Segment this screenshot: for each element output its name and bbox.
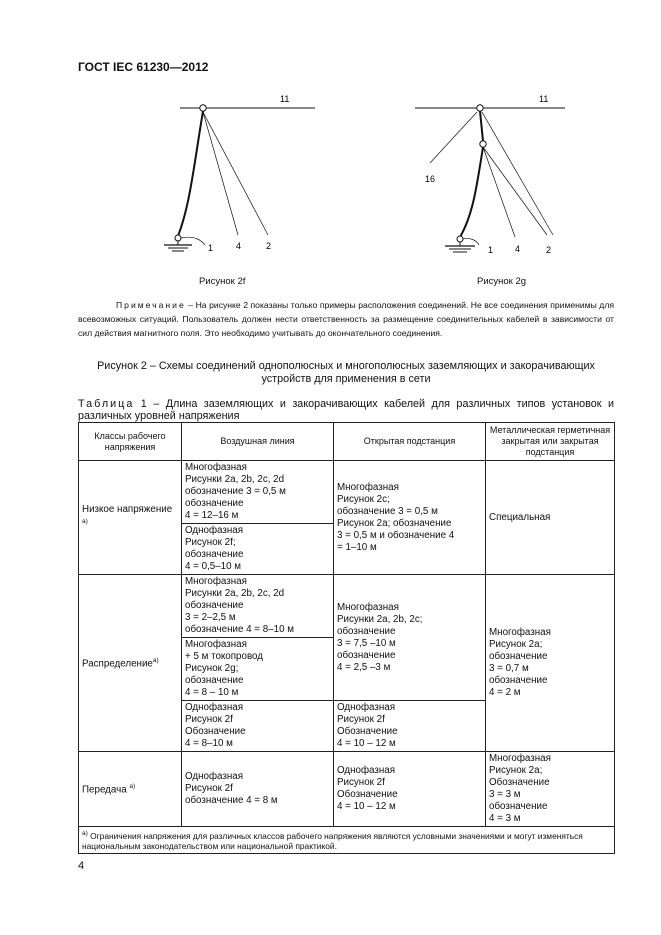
cell-dist-metal: Многофазная Рисунок 2a; обозначение 3 = 0,7 м обозначение 4 = 2 м	[486, 575, 615, 752]
table-footnote	[79, 827, 615, 854]
cell-low-air-2: Однофазная Рисунок 2f; обозначение 4 = 0,5–10 м	[182, 524, 334, 575]
table-caption-text: 1 – Длина заземляющих и закорачивающих кабелей для различных типов установок и различных уровней напряжения	[78, 398, 614, 422]
fig2f-label-2: 2	[266, 241, 272, 251]
fig2f-label-11: 11	[280, 94, 290, 104]
fig2g-label-4: 4	[515, 244, 521, 254]
row-class-low	[79, 461, 182, 575]
cell-dist-open-1: Многофазная Рисунки 2a, 2b, 2c; обозначение 3 = 7,5 –10 м обозначение 4 = 2,5 –3 м	[334, 575, 486, 701]
cell-low-metal: Специальная	[486, 461, 615, 575]
cell-trans-metal: Многофазная Рисунок 2a; Обозначение 3 = 3 м обозначение 4 = 3 м	[486, 752, 615, 827]
row-class-dist	[79, 575, 182, 752]
fig2g-label-16: 16	[425, 174, 436, 184]
class-label: Передача	[82, 784, 127, 796]
col-header-air: Воздушная линия	[182, 423, 334, 461]
class-label: Низкое напряжение	[82, 503, 173, 515]
footnote-ref: а)	[129, 783, 136, 791]
footnote-ref: а)	[82, 517, 88, 525]
voltage-table	[78, 422, 615, 854]
figure-note	[78, 298, 614, 341]
cell-dist-air-2: Многофазная + 5 м токопровод Рисунок 2g; обозначение 4 = 8 – 10 м	[182, 638, 334, 701]
footnote-mark: а)	[82, 830, 88, 837]
footnote-text: Ограничения напряжения для различных классов рабочего напряжения являются условными значениями и могут изменяться национальным законодательством или национальной практикой.	[82, 830, 583, 851]
cell-dist-air-3: Однофазная Рисунок 2f Обозначение 4 = 8–10 м	[182, 701, 334, 752]
figure-caption: Рисунок 2 – Схемы соединений однополюсных и многополюсных заземляющих и закорачивающих устройств для применения в сети	[97, 360, 595, 385]
cell-trans-air: Однофазная Рисунок 2f обозначение 4 = 8 м	[182, 752, 334, 827]
figure-2g	[415, 85, 595, 265]
cell-dist-open-2: Однофазная Рисунок 2f Обозначение 4 = 10 – 12 м	[334, 701, 486, 752]
cell-dist-air-1: Многофазная Рисунки 2a, 2b, 2c, 2d обозначение 3 = 2–2,5 м обозначение 4 = 8–10 м	[182, 575, 334, 638]
table-row	[79, 461, 615, 524]
fig2f-label-4: 4	[236, 241, 242, 251]
page-number: 4	[78, 860, 85, 872]
cell-low-air-1: Многофазная Рисунки 2a, 2b, 2c, 2d обозначение 3 = 0,5 м обозначение 4 = 12–16 м	[182, 461, 334, 524]
row-class-trans	[79, 752, 182, 827]
footnote-ref: а)	[152, 657, 159, 665]
class-label: Распределение	[82, 658, 153, 670]
note-label: Примечание	[116, 300, 186, 310]
fig2g-label-11: 11	[539, 94, 549, 104]
table-caption-label: Таблица	[78, 398, 135, 410]
table-row	[79, 752, 615, 827]
table-header-row	[79, 423, 615, 461]
cell-low-open: Многофазная Рисунок 2c; обозначение 3 = 0,5 м Рисунок 2a; обозначение 3 = 0,5 м и обозначение 4 = 1–10 м	[334, 461, 486, 575]
figure-2g-caption: Рисунок 2g	[477, 276, 527, 287]
fig2g-label-2: 2	[546, 245, 552, 255]
note-text: – На рисунке 2 показаны только примеры расположения соединений. Не все соединения применимы для всевозможных ситуаций. Пользователь должен нести ответственность за размещение соединительных кабелей в зависимости от сил действия магнитного поля. Это необходимо учитывать до окончательного соединения.	[78, 300, 614, 339]
col-header-open: Открытая подстанция	[334, 423, 486, 461]
cell-trans-open: Однофазная Рисунок 2f Обозначение 4 = 10 – 12 м	[334, 752, 486, 827]
fig2g-label-1: 1	[488, 245, 494, 255]
col-header-class: Классы рабочего напряжения	[79, 423, 182, 461]
figure-2f-caption: Рисунок 2f	[199, 276, 246, 287]
table-footnote-row	[79, 827, 615, 854]
table-row	[79, 575, 615, 638]
fig2f-label-1: 1	[208, 243, 214, 253]
table-caption	[78, 398, 614, 422]
col-header-metal: Металлическая герметичная закрытая или закрытая подстанция	[486, 423, 615, 461]
figure-2f	[150, 85, 330, 265]
document-header: ГОСТ IEC 61230—2012	[78, 60, 209, 74]
